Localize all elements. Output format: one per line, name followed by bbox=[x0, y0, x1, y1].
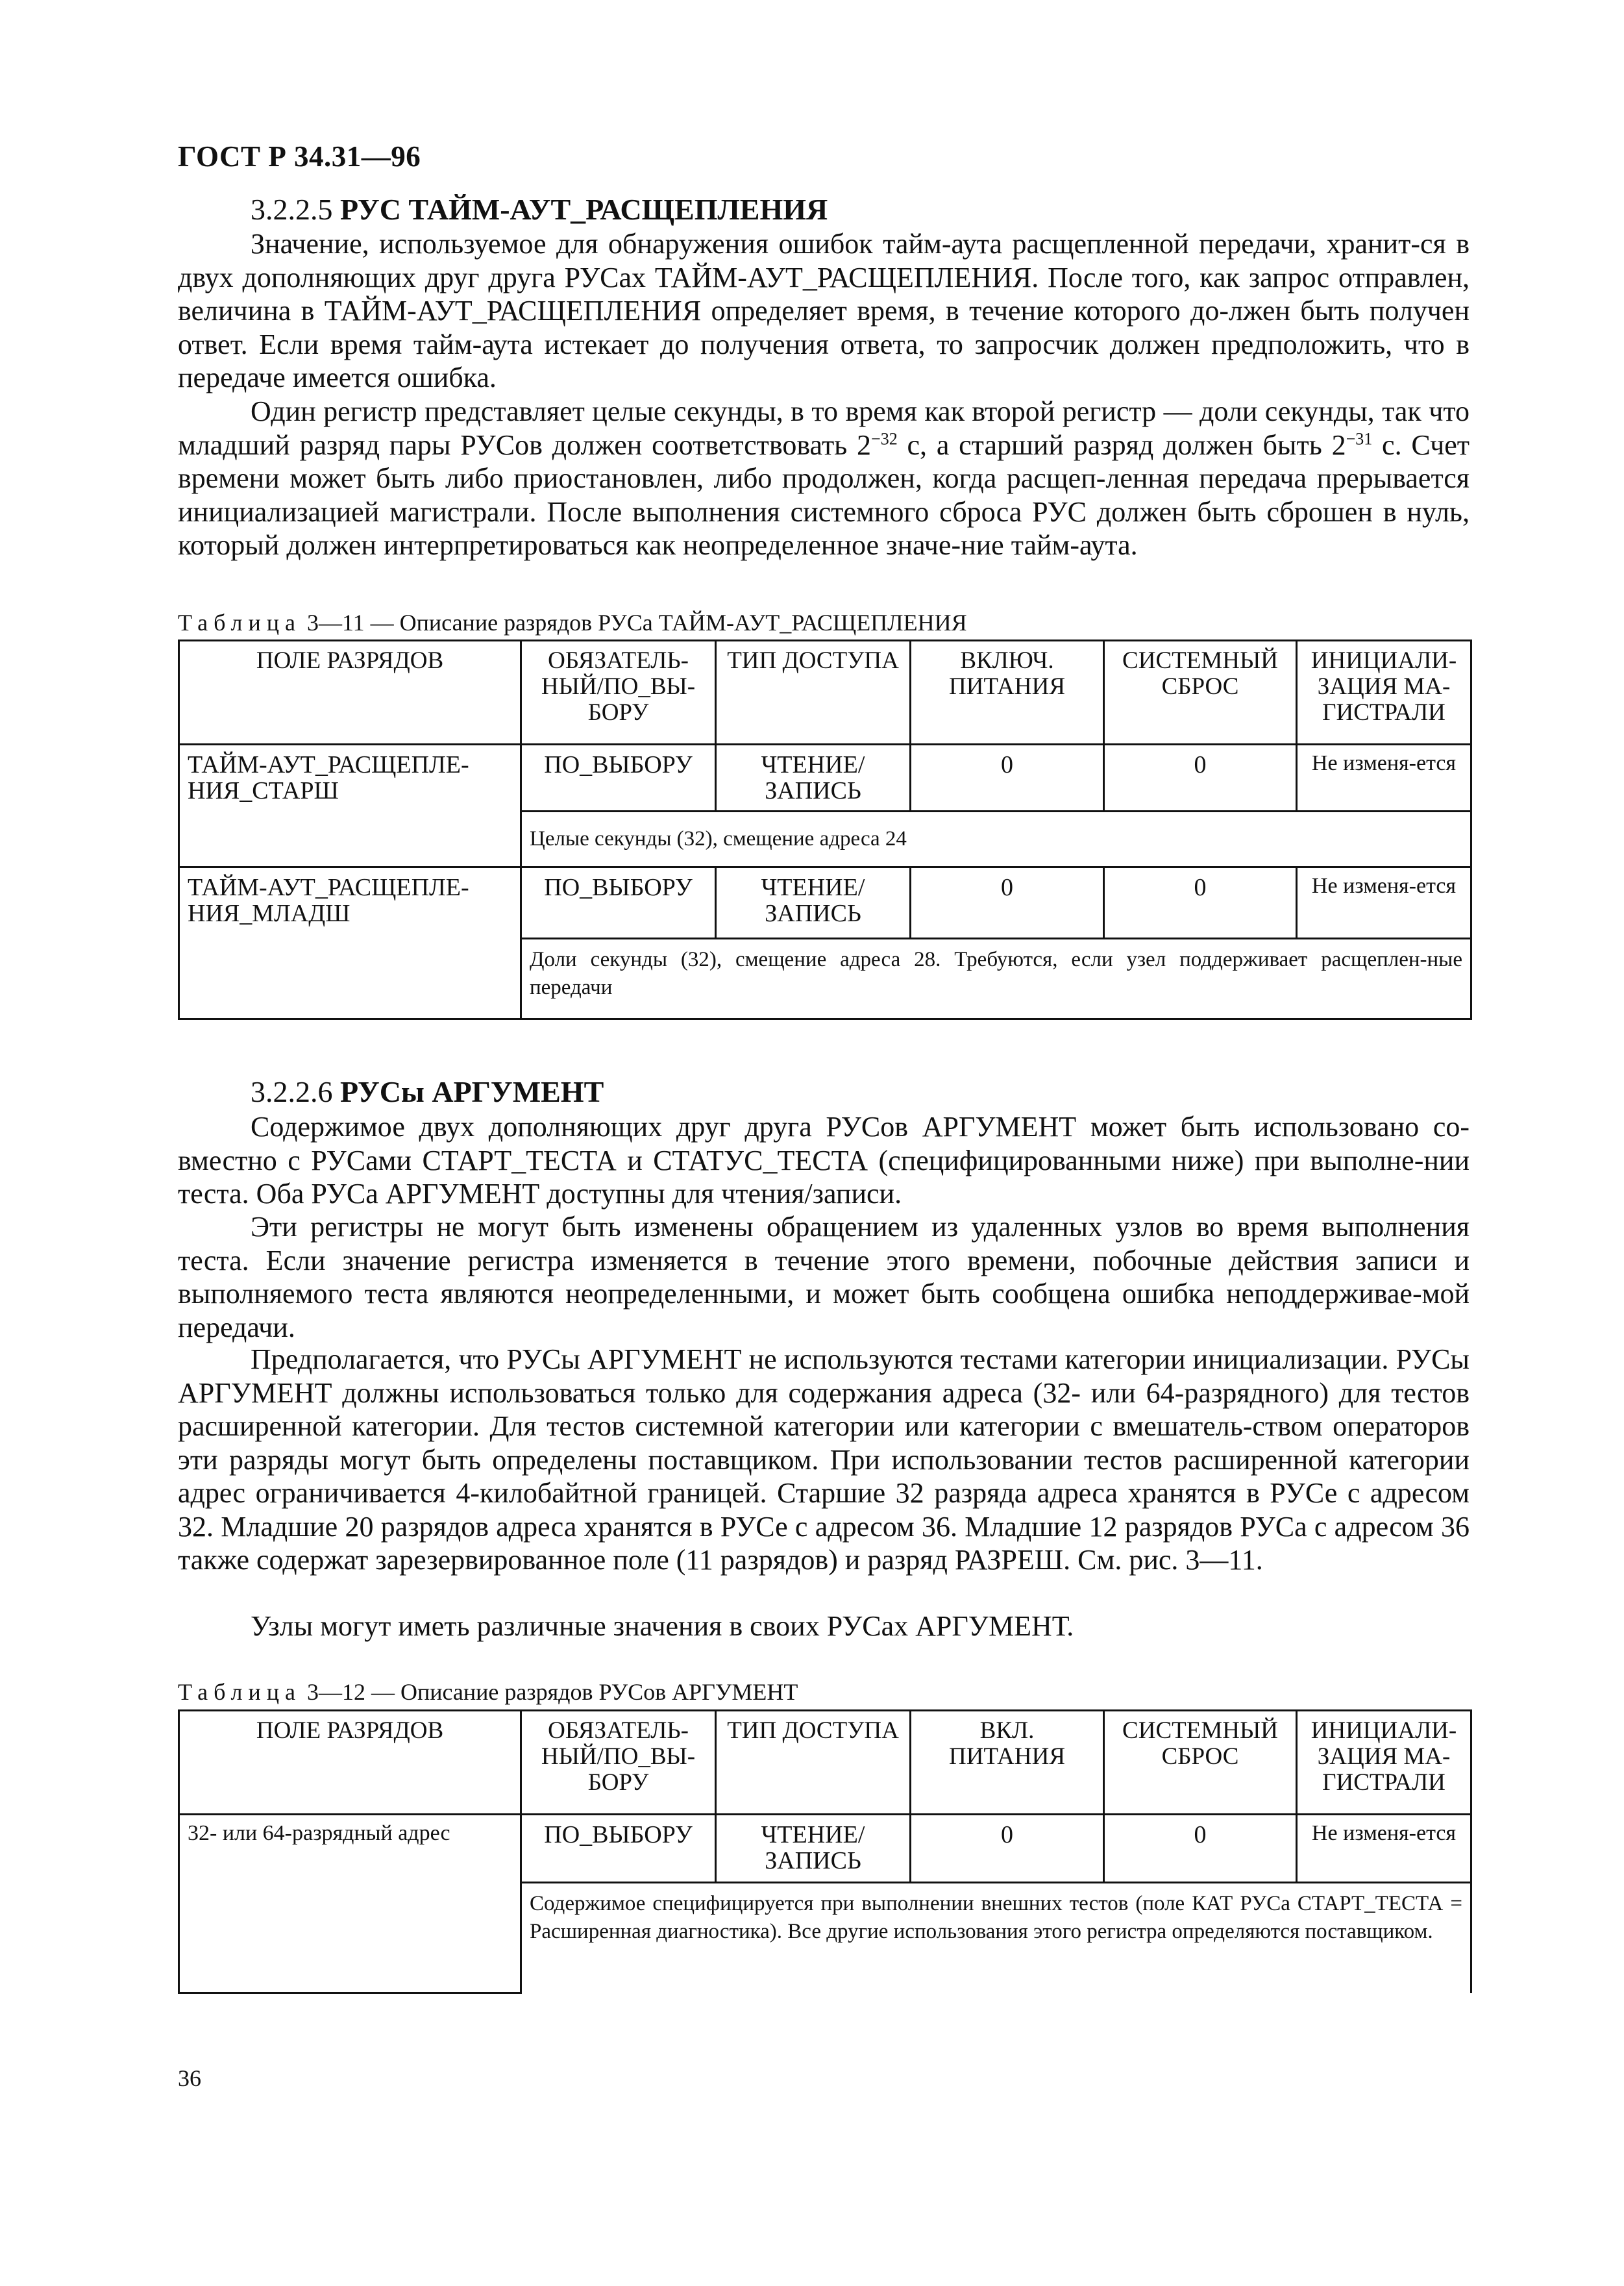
init-cell: Не изменя-ется bbox=[1297, 745, 1471, 812]
paragraph-text: с, а старший разряд должен быть 2 bbox=[897, 429, 1346, 461]
caption-label: Таблица bbox=[178, 610, 301, 636]
description-cell: Целые секунды (32), смещение адреса 24 bbox=[521, 812, 1471, 867]
page-number: 36 bbox=[178, 2065, 201, 2091]
field-name-cell: ТАЙМ-АУТ_РАСЩЕПЛЕ-НИЯ_МЛАДШ bbox=[179, 867, 521, 1019]
exponent: −31 bbox=[1346, 429, 1373, 448]
paragraph: Предполагается, что РУСы АРГУМЕНТ не используются тестами категории инициализации. РУСы АРГУМЕНТ должны использоваться только для содержания адреса (32- или 64-разрядного) для тестов расширенной категории. Для тестов системной категории или категории с вмешатель-ством операторов эти разряды могут быть определены поставщиком. При использовании тестов расширенной категории адрес ограничивается 4-килобайтной границей. Старшие 32 разряда адреса хранятся в РУСе с адресом 32. Младшие 20 разрядов адреса хранятся в РУСе с адресом 36. Младшие 12 разрядов РУСа с адресом 36 также содержат зарезервированное поле (11 разрядов) и разряд РАЗРЕШ. См. рис. 3—11. bbox=[178, 1343, 1470, 1576]
table-caption bbox=[178, 609, 967, 636]
required-cell: ПО_ВЫБОРУ bbox=[521, 1815, 716, 1883]
power-cell: 0 bbox=[911, 1815, 1104, 1883]
reset-cell: 0 bbox=[1104, 745, 1297, 812]
section-number: 3.2.2.6 bbox=[251, 1075, 340, 1108]
header-cell: СИСТЕМНЫЙ СБРОС bbox=[1104, 641, 1297, 745]
reset-cell: 0 bbox=[1104, 1815, 1297, 1883]
header-cell: ПОЛЕ РАЗРЯДОВ bbox=[179, 1711, 521, 1815]
power-cell: 0 bbox=[911, 867, 1104, 939]
section-heading-argument bbox=[251, 1075, 604, 1109]
field-name-cell: 32- или 64-разрядный адрес bbox=[179, 1815, 521, 1993]
paragraph: Эти регистры не могут быть изменены обращением из удаленных узлов во время выполнения теста. Если значение регистра изменяется в течение этого времени, побочные действия записи и выполняемого теста являются неопределенными, и может быть сообщена ошибка неподдерживае-мой передачи. bbox=[178, 1211, 1470, 1343]
header-cell: ВКЛ. ПИТАНИЯ bbox=[911, 1711, 1104, 1815]
paragraph: Содержимое двух дополняющих друг друга РУСов АРГУМЕНТ может быть использовано со-вместно с РУСами СТАРТ_ТЕСТА и СТАТУС_ТЕСТА (специфицированными ниже) при выполне-нии теста. Оба РУСа АРГУМЕНТ доступны для чтения/записи. bbox=[178, 1111, 1470, 1210]
table-header-row bbox=[179, 641, 1471, 745]
required-cell: ПО_ВЫБОРУ bbox=[521, 867, 716, 939]
header-cell: ПОЛЕ РАЗРЯДОВ bbox=[179, 641, 521, 745]
description-cell: Доли секунды (32), смещение адреса 28. Требуются, если узел поддерживает расщеплен-ные передачи bbox=[521, 939, 1471, 1019]
table-row bbox=[179, 867, 1471, 939]
caption-text: 3—11 — Описание разрядов РУСа ТАЙМ-АУТ_РАСЩЕПЛЕНИЯ bbox=[301, 610, 967, 636]
table-row bbox=[179, 1815, 1471, 1883]
table-caption bbox=[178, 1678, 798, 1706]
paragraph bbox=[178, 395, 1470, 562]
paragraph: Узлы могут иметь различные значения в своих РУСах АРГУМЕНТ. bbox=[251, 1610, 1074, 1642]
header-cell: ТИП ДОСТУПА bbox=[716, 641, 911, 745]
section-title: РУСы АРГУМЕНТ bbox=[340, 1075, 604, 1108]
header-cell: ОБЯЗАТЕЛЬ-НЫЙ/ПО_ВЫ-БОРУ bbox=[521, 1711, 716, 1815]
caption-text: 3—12 — Описание разрядов РУСов АРГУМЕНТ bbox=[301, 1679, 798, 1705]
access-cell: ЧТЕНИЕ/ ЗАПИСЬ bbox=[716, 867, 911, 939]
init-cell: Не изменя-ется bbox=[1297, 867, 1471, 939]
section-title: РУС ТАЙМ-АУТ_РАСЩЕПЛЕНИЯ bbox=[340, 193, 828, 226]
header-cell: ИНИЦИАЛИ-ЗАЦИЯ МА-ГИСТРАЛИ bbox=[1297, 1711, 1471, 1815]
access-cell: ЧТЕНИЕ/ ЗАПИСЬ bbox=[716, 1815, 911, 1883]
paragraph: Значение, используемое для обнаружения ошибок тайм-аута расщепленной передачи, хранит-ся в двух дополняющих друг друга РУСах ТАЙМ-АУТ_РАСЩЕПЛЕНИЯ. После того, как запрос отправлен, величина в ТАЙМ-АУТ_РАСЩЕПЛЕНИЯ определяет время, в течение которого до-лжен быть получен ответ. Если время тайм-аута истекает до получения ответа, то запросчик должен предположить, что в передаче имеется ошибка. bbox=[178, 228, 1470, 393]
caption-label: Таблица bbox=[178, 1679, 301, 1705]
required-cell: ПО_ВЫБОРУ bbox=[521, 745, 716, 812]
header-cell: ВКЛЮЧ. ПИТАНИЯ bbox=[911, 641, 1104, 745]
paragraph-text: с. Счет времени может быть либо приостановлен, либо продолжен, когда расщеп-ленная передача прерывается инициализацией магистрали. После выполнения системного сброса РУС должен быть сброшен в нуль, который должен интерпретироваться как неопределенное значе-ние тайм-аута. bbox=[178, 429, 1470, 561]
paragraph-text: Один регистр представляет целые секунды, в то время как второй регистр — доли секунды, так что младший разряд пары РУСов должен соответствовать 2 bbox=[178, 395, 1470, 461]
section-number: 3.2.2.5 bbox=[251, 193, 340, 226]
init-cell: Не изменя-ется bbox=[1297, 1815, 1471, 1883]
table-header-row bbox=[179, 1711, 1471, 1815]
access-cell: ЧТЕНИЕ/ ЗАПИСЬ bbox=[716, 745, 911, 812]
field-name-cell: ТАЙМ-АУТ_РАСЩЕПЛЕ-НИЯ_СТАРШ bbox=[179, 745, 521, 867]
header-cell: ОБЯЗАТЕЛЬ-НЫЙ/ПО_ВЫ-БОРУ bbox=[521, 641, 716, 745]
header-cell: СИСТЕМНЫЙ СБРОС bbox=[1104, 1711, 1297, 1815]
header-cell: ИНИЦИАЛИ-ЗАЦИЯ МА-ГИСТРАЛИ bbox=[1297, 641, 1471, 745]
reset-cell: 0 bbox=[1104, 867, 1297, 939]
table-argument bbox=[178, 1709, 1472, 1994]
standard-header: ГОСТ Р 34.31—96 bbox=[178, 140, 421, 173]
header-cell: ТИП ДОСТУПА bbox=[716, 1711, 911, 1815]
table-row bbox=[179, 745, 1471, 812]
description-cell: Содержимое специфицируется при выполнении внешних тестов (поле КАТ РУСа СТАРТ_ТЕСТА = Расширенная диагностика). Все другие использования этого регистра определяются поставщиком. bbox=[521, 1883, 1471, 1993]
table-split-timeout bbox=[178, 640, 1472, 1020]
power-cell: 0 bbox=[911, 745, 1104, 812]
section-heading-timeout bbox=[251, 192, 828, 227]
exponent: −32 bbox=[871, 429, 898, 448]
